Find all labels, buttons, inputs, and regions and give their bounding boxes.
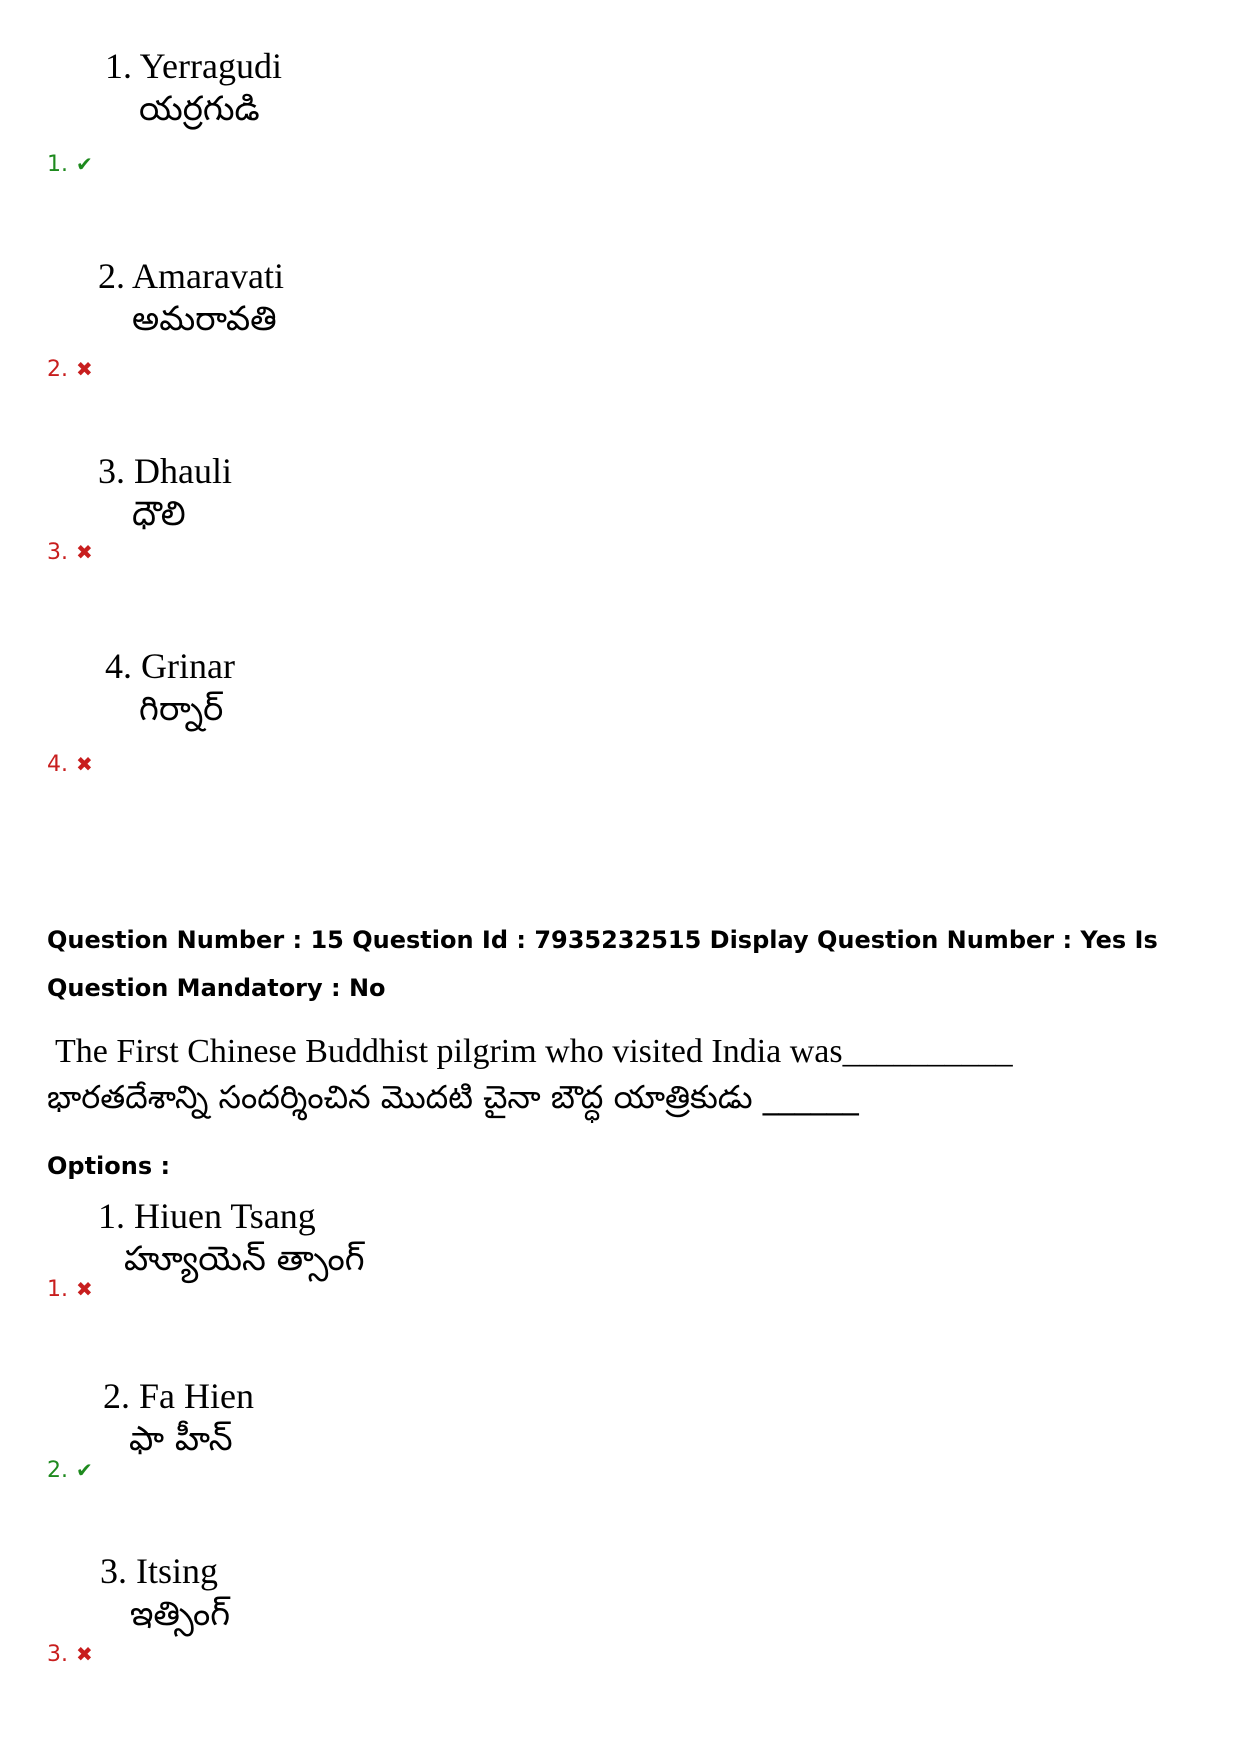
prev-option-2-telugu: అమరావతి xyxy=(132,299,277,339)
option-3-telugu: ఇత్సింగ్ xyxy=(130,1594,231,1634)
prev-option-2-english: 2. Amaravati xyxy=(98,256,284,296)
prev-option-2-image xyxy=(98,255,284,341)
option-1-telugu: హ్యూయెన్ త్సాంగ్ xyxy=(124,1239,365,1279)
prev-option-1-telugu: యర్రగుడి xyxy=(139,89,260,129)
prev-option-4-telugu: గిర్నార్ xyxy=(139,689,224,729)
option-2-english: 2. Fa Hien xyxy=(103,1376,254,1416)
prev-option-1-english: 1. Yerragudi xyxy=(105,46,282,86)
option-2-telugu: ఫా హీన్ xyxy=(129,1419,233,1459)
prev-option-4-image xyxy=(105,645,235,731)
prev-option-4-marker: 4. ✖ xyxy=(47,752,93,777)
prev-option-3-english: 3. Dhauli xyxy=(98,451,232,491)
options-label: Options : xyxy=(47,1152,171,1180)
prev-option-4-english: 4. Grinar xyxy=(105,646,235,686)
option-3-english: 3. Itsing xyxy=(100,1551,219,1591)
option-2-marker: 2. ✔ xyxy=(47,1458,93,1483)
question-text-telugu: భారతదేశాన్ని సందర్శించిన మొదటి చైనా బౌద్ధ యాత్రికుడు ______ xyxy=(47,1078,859,1116)
option-1-marker: 1. ✖ xyxy=(47,1277,93,1302)
check-icon: ✔ xyxy=(76,152,93,176)
cross-icon: ✖ xyxy=(76,1277,93,1301)
option-2-image xyxy=(103,1375,254,1461)
option-1-english: 1. Hiuen Tsang xyxy=(98,1196,316,1236)
prev-option-3-image xyxy=(98,450,232,536)
prev-option-1-image xyxy=(105,45,282,131)
cross-icon: ✖ xyxy=(76,752,93,776)
prev-option-3-marker: 3. ✖ xyxy=(47,540,93,565)
cross-icon: ✖ xyxy=(76,357,93,381)
prev-option-1-marker: 1. ✔ xyxy=(47,152,93,177)
question-meta: Question Number : 15 Question Id : 7935232515 Display Question Number : Yes Is Question Mandatory : No xyxy=(47,926,1158,1002)
cross-icon: ✖ xyxy=(76,1642,93,1666)
prev-option-3-telugu: ధౌలి xyxy=(132,494,186,534)
option-3-image xyxy=(100,1550,230,1636)
question-text-english: The First Chinese Buddhist pilgrim who visited India was__________ xyxy=(55,1033,1013,1070)
option-1-image xyxy=(98,1195,365,1281)
check-icon: ✔ xyxy=(76,1458,93,1482)
question-body xyxy=(47,1030,1197,1120)
cross-icon: ✖ xyxy=(76,540,93,564)
prev-option-2-marker: 2. ✖ xyxy=(47,357,93,382)
option-3-marker: 3. ✖ xyxy=(47,1642,93,1667)
